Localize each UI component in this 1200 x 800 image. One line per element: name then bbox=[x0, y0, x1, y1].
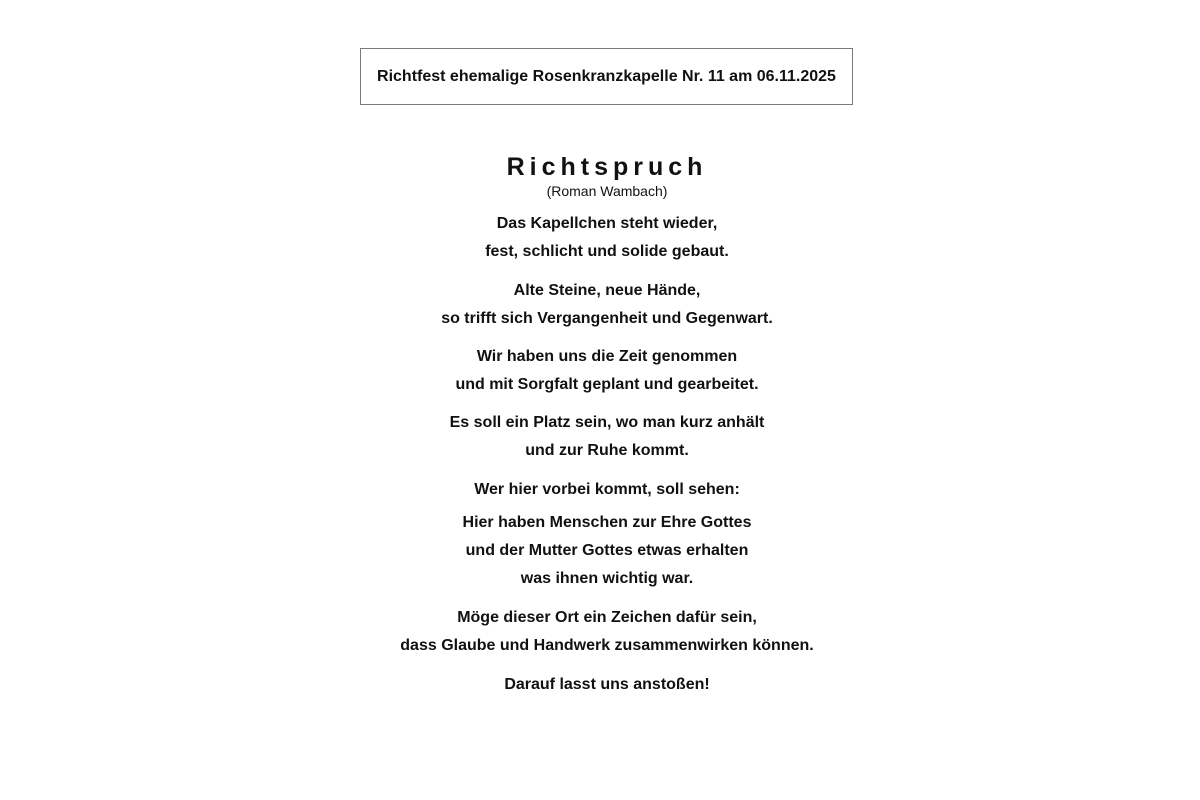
poem-line: Wer hier vorbei kommt, soll sehen: bbox=[474, 481, 740, 498]
poem-line: fest, schlicht und solide gebaut. bbox=[485, 243, 729, 260]
poem-line: Es soll ein Platz sein, wo man kurz anhält bbox=[449, 414, 765, 431]
poem-line: und der Mutter Gottes etwas erhalten bbox=[465, 542, 749, 559]
poem-line: so trifft sich Vergangenheit und Gegenwart. bbox=[441, 310, 773, 327]
header-box bbox=[360, 48, 853, 105]
poem-line: dass Glaube und Handwerk zusammenwirken können. bbox=[400, 637, 814, 654]
poem-line: was ihnen wichtig war. bbox=[520, 570, 694, 587]
poem-line: Das Kapellchen steht wieder, bbox=[496, 215, 718, 232]
poem-line: und zur Ruhe kommt. bbox=[525, 442, 689, 459]
poem-line: Alte Steine, neue Hände, bbox=[513, 282, 701, 299]
poem-author: (Roman Wambach) bbox=[546, 183, 668, 199]
poem-line-closing: Darauf lasst uns anstoßen! bbox=[504, 676, 710, 693]
poem-line: und mit Sorgfalt geplant und gearbeitet. bbox=[455, 376, 759, 393]
poem-title: Richtspruch bbox=[506, 153, 708, 181]
poem-line: Wir haben uns die Zeit genommen bbox=[476, 348, 738, 365]
poem-line: Hier haben Menschen zur Ehre Gottes bbox=[462, 514, 752, 531]
header-title: Richtfest ehemalige Rosenkranzkapelle Nr. 11 am 06.11.2025 bbox=[377, 67, 836, 85]
poem-line: Möge dieser Ort ein Zeichen dafür sein, bbox=[457, 609, 757, 626]
